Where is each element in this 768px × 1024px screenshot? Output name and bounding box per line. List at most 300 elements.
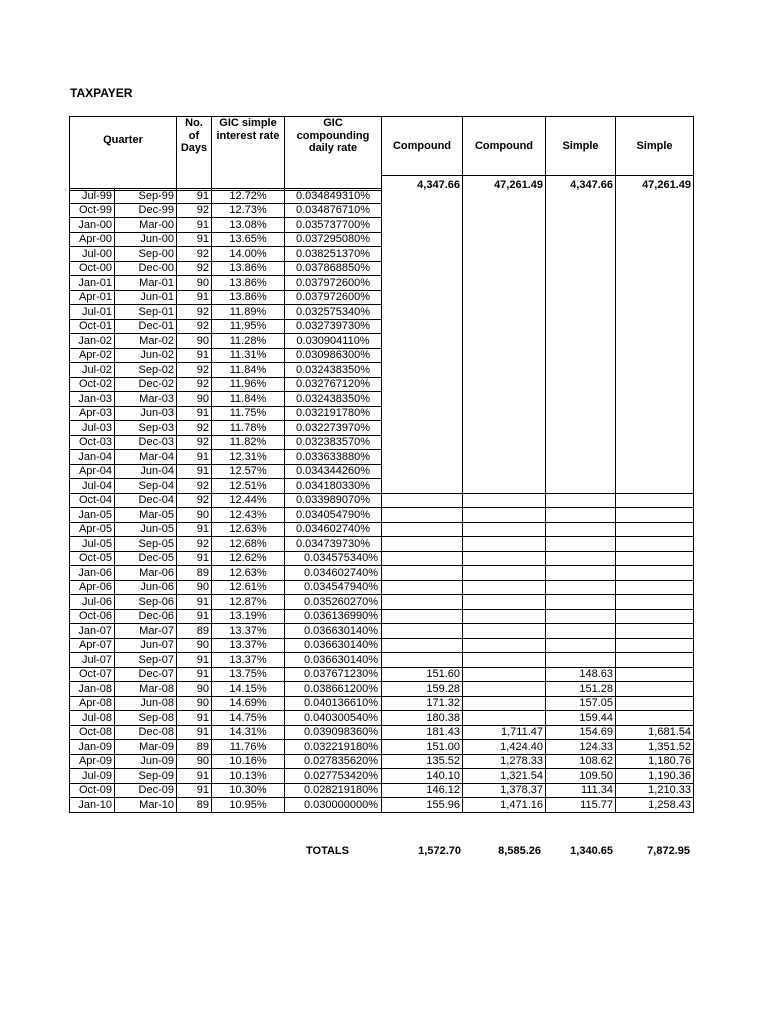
compound-value-2-cell [463, 580, 546, 595]
table-row [70, 421, 694, 436]
table-row [70, 711, 694, 726]
table-row [70, 609, 694, 624]
quarter-end-cell: Mar-03 [115, 392, 177, 407]
compound-rate-cell: 0.032191780% [285, 406, 382, 421]
compound-rate-cell: 0.032767120% [285, 377, 382, 392]
quarter-end-cell: Sep-99 [115, 189, 177, 204]
compound-rate-cell: 0.037972600% [285, 276, 382, 291]
compound-value-2-cell [463, 189, 546, 204]
simple-rate-cell: 11.82% [212, 435, 285, 450]
simple-value-2-cell: 1,180.76 [616, 754, 694, 769]
simple-value-1-cell [546, 580, 616, 595]
compound-value-2-cell: 1,471.16 [463, 798, 546, 813]
simple-value-2-cell [616, 711, 694, 726]
table-row [70, 247, 694, 262]
compound-value-2-cell [463, 348, 546, 363]
compound-value-1-cell [382, 551, 463, 566]
simple-rate-cell: 12.72% [212, 189, 285, 204]
compound-rate-cell: 0.034054790% [285, 508, 382, 523]
quarter-end-cell: Jun-01 [115, 290, 177, 305]
quarter-start-cell: Jul-05 [70, 537, 115, 552]
compound-value-1-cell: 180.38 [382, 711, 463, 726]
quarter-end-cell: Jun-07 [115, 638, 177, 653]
simple-value-1-cell [546, 305, 616, 320]
quarter-start-cell: Jan-03 [70, 392, 115, 407]
quarter-end-cell: Dec-08 [115, 725, 177, 740]
quarter-start-cell: Jan-00 [70, 218, 115, 233]
compound-rate-cell: 0.030904110% [285, 334, 382, 349]
table-row [70, 377, 694, 392]
quarter-end-cell: Sep-06 [115, 595, 177, 610]
quarter-start-cell: Apr-03 [70, 406, 115, 421]
table-row [70, 667, 694, 682]
simple-value-1-cell [546, 319, 616, 334]
simple-rate-cell: 10.16% [212, 754, 285, 769]
quarter-header: Quarter [70, 117, 177, 191]
compound-rate-cell: 0.037868850% [285, 261, 382, 276]
compound-value-1-cell [382, 522, 463, 537]
days-cell: 92 [177, 305, 212, 320]
simple-rate-cell: 14.75% [212, 711, 285, 726]
quarter-end-cell: Jun-06 [115, 580, 177, 595]
compound-rate-cell: 0.034739730% [285, 537, 382, 552]
quarter-start-cell: Jul-02 [70, 363, 115, 378]
quarter-end-cell: Sep-03 [115, 421, 177, 436]
simple-value-1-cell [546, 203, 616, 218]
table-row [70, 276, 694, 291]
quarter-end-cell: Sep-07 [115, 653, 177, 668]
simple-value-1-cell: 115.77 [546, 798, 616, 813]
simple-value-2-cell [616, 508, 694, 523]
compound-value-2-cell [463, 653, 546, 668]
compound-value-2-cell [463, 609, 546, 624]
quarter-start-cell: Oct-09 [70, 783, 115, 798]
simple-rate-cell: 13.19% [212, 609, 285, 624]
compound-value-2-cell [463, 551, 546, 566]
simple-value-2-cell [616, 421, 694, 436]
quarter-start-cell: Jan-02 [70, 334, 115, 349]
quarter-start-cell: Jan-10 [70, 798, 115, 813]
simple-value-1-cell [546, 421, 616, 436]
quarter-end-cell: Jun-03 [115, 406, 177, 421]
simple-rate-cell: 12.62% [212, 551, 285, 566]
quarter-end-cell: Mar-09 [115, 740, 177, 755]
compound-rate-cell: 0.039098360% [285, 725, 382, 740]
compound-rate-cell: 0.040136610% [285, 696, 382, 711]
days-cell: 90 [177, 580, 212, 595]
compound-rate-cell: 0.034602740% [285, 566, 382, 581]
quarter-start-cell: Apr-05 [70, 522, 115, 537]
simple-value-1-cell: 111.34 [546, 783, 616, 798]
simple-header-1: Simple [546, 117, 616, 176]
quarter-start-cell: Jul-99 [70, 189, 115, 204]
compound-rate-cell: 0.036136990% [285, 609, 382, 624]
quarter-end-cell: Sep-01 [115, 305, 177, 320]
days-cell: 89 [177, 624, 212, 639]
compound-rate-header: GIC compounding daily rate [285, 117, 382, 191]
simple-rate-cell: 11.89% [212, 305, 285, 320]
compound-value-1-cell [382, 319, 463, 334]
simple-value-2-cell [616, 377, 694, 392]
compound-value-2-cell [463, 711, 546, 726]
compound-value-2-cell [463, 421, 546, 436]
compound-value-1-cell: 151.60 [382, 667, 463, 682]
days-cell: 91 [177, 218, 212, 233]
days-cell: 92 [177, 421, 212, 436]
table-row [70, 754, 694, 769]
simple-rate-cell: 12.68% [212, 537, 285, 552]
simple-value-1-cell [546, 624, 616, 639]
quarter-end-cell: Jun-00 [115, 232, 177, 247]
compound-value-1-cell [382, 348, 463, 363]
simple-rate-cell: 12.87% [212, 595, 285, 610]
quarter-start-cell: Jul-03 [70, 421, 115, 436]
days-cell: 90 [177, 682, 212, 697]
table-row [70, 740, 694, 755]
compound-value-2-cell [463, 696, 546, 711]
simple-rate-cell: 10.13% [212, 769, 285, 784]
quarter-end-cell: Mar-08 [115, 682, 177, 697]
simple-value-2-cell [616, 493, 694, 508]
days-cell: 91 [177, 348, 212, 363]
table-row [70, 218, 694, 233]
simple-value-2-cell: 1,351.52 [616, 740, 694, 755]
simple-rate-cell: 11.84% [212, 363, 285, 378]
simple-value-1-cell [546, 464, 616, 479]
simple-value-2-cell [616, 319, 694, 334]
table-row [70, 696, 694, 711]
compound-rate-cell: 0.036630140% [285, 653, 382, 668]
compound-value-2-cell [463, 522, 546, 537]
quarter-end-cell: Dec-03 [115, 435, 177, 450]
compound-value-1-cell [382, 406, 463, 421]
quarter-start-cell: Jul-04 [70, 479, 115, 494]
simple-rate-cell: 11.75% [212, 406, 285, 421]
quarter-end-cell: Sep-04 [115, 479, 177, 494]
table-row [70, 363, 694, 378]
quarter-start-cell: Apr-04 [70, 464, 115, 479]
compound-rate-cell: 0.034344260% [285, 464, 382, 479]
days-cell: 92 [177, 537, 212, 552]
quarter-end-cell: Jun-08 [115, 696, 177, 711]
simple-value-2-cell: 1,258.43 [616, 798, 694, 813]
days-cell: 91 [177, 769, 212, 784]
quarter-start-cell: Oct-02 [70, 377, 115, 392]
compound-value-2-cell: 1,424.40 [463, 740, 546, 755]
total-compound-2: 8,585.26 [498, 845, 541, 857]
quarter-end-cell: Mar-04 [115, 450, 177, 465]
compound-value-2-cell [463, 247, 546, 262]
table-row [70, 290, 694, 305]
days-cell: 92 [177, 493, 212, 508]
simple-value-2-cell [616, 682, 694, 697]
days-cell: 92 [177, 363, 212, 378]
days-cell: 90 [177, 508, 212, 523]
total-compound-1: 1,572.70 [418, 845, 461, 857]
simple-rate-cell: 12.57% [212, 464, 285, 479]
simple-value-1-cell [546, 595, 616, 610]
quarter-start-cell: Oct-05 [70, 551, 115, 566]
table-row [70, 406, 694, 421]
simple-value-1-cell [546, 450, 616, 465]
compound-value-1-cell [382, 624, 463, 639]
days-header: No. of Days [177, 117, 212, 191]
simple-value-2-cell [616, 290, 694, 305]
simple-value-1-cell [546, 508, 616, 523]
simple-value-2-cell [616, 653, 694, 668]
compound-value-1-cell [382, 609, 463, 624]
simple-value-2-cell [616, 305, 694, 320]
page-title: TAXPAYER [70, 86, 133, 100]
compound-value-1-cell [382, 653, 463, 668]
quarter-end-cell: Dec-05 [115, 551, 177, 566]
compound-value-2-cell [463, 363, 546, 378]
compound-header-2: Compound [463, 117, 546, 176]
compound-rate-cell: 0.036630140% [285, 638, 382, 653]
simple-value-2-cell [616, 435, 694, 450]
days-cell: 91 [177, 725, 212, 740]
simple-value-2-cell: 1,190.36 [616, 769, 694, 784]
compound-rate-cell: 0.033989070% [285, 493, 382, 508]
quarter-start-cell: Oct-06 [70, 609, 115, 624]
table-row [70, 348, 694, 363]
days-cell: 91 [177, 595, 212, 610]
simple-rate-cell: 12.63% [212, 522, 285, 537]
days-cell: 92 [177, 377, 212, 392]
compound-value-1-cell: 140.10 [382, 769, 463, 784]
compound-value-2-cell [463, 290, 546, 305]
simple-rate-cell: 12.43% [212, 508, 285, 523]
compound-value-2-cell [463, 493, 546, 508]
quarter-end-cell: Sep-08 [115, 711, 177, 726]
simple-rate-cell: 12.73% [212, 203, 285, 218]
days-cell: 91 [177, 783, 212, 798]
quarter-end-cell: Jun-09 [115, 754, 177, 769]
simple-rate-cell: 13.37% [212, 653, 285, 668]
quarter-start-cell: Oct-07 [70, 667, 115, 682]
simple-rate-cell: 14.31% [212, 725, 285, 740]
simple-value-1-cell [546, 218, 616, 233]
simple-value-2-cell [616, 334, 694, 349]
simple-value-2-cell [616, 537, 694, 552]
quarter-end-cell: Jun-05 [115, 522, 177, 537]
table-row [70, 566, 694, 581]
simple-value-2-cell [616, 406, 694, 421]
simple-value-2-cell [616, 580, 694, 595]
simple-value-2-cell [616, 232, 694, 247]
principal-value: 47,261.49 [463, 175, 546, 190]
rates-table [69, 188, 694, 813]
simple-value-2-cell [616, 450, 694, 465]
days-cell: 91 [177, 290, 212, 305]
quarter-start-cell: Jul-07 [70, 653, 115, 668]
simple-value-1-cell [546, 406, 616, 421]
simple-rate-cell: 13.86% [212, 290, 285, 305]
table-row [70, 232, 694, 247]
quarter-end-cell: Sep-02 [115, 363, 177, 378]
table-row [70, 653, 694, 668]
table-row [70, 392, 694, 407]
compound-rate-cell: 0.032739730% [285, 319, 382, 334]
quarter-end-cell: Mar-02 [115, 334, 177, 349]
compound-value-2-cell [463, 508, 546, 523]
simple-value-1-cell [546, 377, 616, 392]
simple-value-2-cell [616, 624, 694, 639]
table-row [70, 725, 694, 740]
compound-value-1-cell [382, 261, 463, 276]
table-row [70, 522, 694, 537]
simple-rate-cell: 11.76% [212, 740, 285, 755]
total-simple-2: 7,872.95 [647, 845, 690, 857]
simple-value-1-cell [546, 348, 616, 363]
table-row [70, 493, 694, 508]
compound-value-1-cell [382, 276, 463, 291]
compound-value-1-cell [382, 537, 463, 552]
compound-value-1-cell [382, 377, 463, 392]
compound-value-2-cell [463, 682, 546, 697]
compound-rate-cell: 0.035260270% [285, 595, 382, 610]
compound-rate-cell: 0.030986300% [285, 348, 382, 363]
simple-value-1-cell [546, 479, 616, 494]
quarter-start-cell: Jan-05 [70, 508, 115, 523]
simple-value-1-cell [546, 276, 616, 291]
quarter-start-cell: Oct-00 [70, 261, 115, 276]
simple-value-2-cell [616, 479, 694, 494]
days-cell: 90 [177, 638, 212, 653]
days-cell: 92 [177, 479, 212, 494]
days-cell: 90 [177, 334, 212, 349]
simple-value-2-cell [616, 203, 694, 218]
compound-value-1-cell: 151.00 [382, 740, 463, 755]
quarter-start-cell: Apr-07 [70, 638, 115, 653]
compound-header-1: Compound [382, 117, 463, 176]
table-row [70, 595, 694, 610]
simple-rate-cell: 13.65% [212, 232, 285, 247]
compound-rate-cell: 0.038251370% [285, 247, 382, 262]
compound-value-1-cell [382, 290, 463, 305]
simple-rate-cell: 13.75% [212, 667, 285, 682]
days-cell: 89 [177, 798, 212, 813]
table-row [70, 783, 694, 798]
simple-value-1-cell [546, 493, 616, 508]
days-cell: 91 [177, 609, 212, 624]
compound-value-1-cell [382, 638, 463, 653]
days-cell: 92 [177, 247, 212, 262]
quarter-end-cell: Dec-04 [115, 493, 177, 508]
compound-value-2-cell [463, 276, 546, 291]
compound-value-2-cell [463, 464, 546, 479]
quarter-end-cell: Dec-06 [115, 609, 177, 624]
compound-value-2-cell: 1,711.47 [463, 725, 546, 740]
compound-rate-cell: 0.032219180% [285, 740, 382, 755]
simple-value-1-cell [546, 653, 616, 668]
simple-value-1-cell [546, 551, 616, 566]
compound-rate-cell: 0.037972600% [285, 290, 382, 305]
simple-value-1-cell [546, 566, 616, 581]
simple-rate-cell: 13.86% [212, 261, 285, 276]
quarter-start-cell: Jul-06 [70, 595, 115, 610]
compound-value-1-cell [382, 464, 463, 479]
compound-value-1-cell [382, 508, 463, 523]
simple-rate-cell: 14.15% [212, 682, 285, 697]
quarter-end-cell: Jun-02 [115, 348, 177, 363]
compound-value-2-cell [463, 319, 546, 334]
simple-value-2-cell [616, 218, 694, 233]
simple-value-2-cell [616, 464, 694, 479]
days-cell: 91 [177, 653, 212, 668]
days-cell: 91 [177, 232, 212, 247]
quarter-end-cell: Dec-01 [115, 319, 177, 334]
compound-rate-cell: 0.034602740% [285, 522, 382, 537]
simple-value-1-cell [546, 261, 616, 276]
table-row [70, 464, 694, 479]
totals-label: TOTALS [306, 845, 349, 857]
days-cell: 90 [177, 754, 212, 769]
simple-value-2-cell [616, 363, 694, 378]
quarter-start-cell: Apr-02 [70, 348, 115, 363]
principal-value: 4,347.66 [382, 175, 463, 190]
simple-value-2-cell [616, 566, 694, 581]
simple-rate-cell: 10.30% [212, 783, 285, 798]
simple-value-1-cell [546, 232, 616, 247]
compound-value-2-cell: 1,278.33 [463, 754, 546, 769]
table-row [70, 435, 694, 450]
simple-rate-header: GIC simple interest rate [212, 117, 285, 191]
simple-value-1-cell [546, 189, 616, 204]
days-cell: 90 [177, 276, 212, 291]
compound-rate-cell: 0.032438350% [285, 363, 382, 378]
simple-rate-cell: 10.95% [212, 798, 285, 813]
compound-value-2-cell [463, 638, 546, 653]
quarter-end-cell: Dec-09 [115, 783, 177, 798]
compound-value-2-cell [463, 537, 546, 552]
compound-value-2-cell [463, 218, 546, 233]
simple-value-2-cell [616, 595, 694, 610]
simple-rate-cell: 12.63% [212, 566, 285, 581]
simple-value-1-cell: 109.50 [546, 769, 616, 784]
quarter-start-cell: Oct-01 [70, 319, 115, 334]
compound-value-1-cell: 181.43 [382, 725, 463, 740]
days-cell: 91 [177, 711, 212, 726]
compound-value-2-cell [463, 479, 546, 494]
quarter-start-cell: Jan-09 [70, 740, 115, 755]
compound-value-2-cell [463, 595, 546, 610]
simple-rate-cell: 11.78% [212, 421, 285, 436]
quarter-start-cell: Jan-04 [70, 450, 115, 465]
simple-rate-cell: 13.37% [212, 638, 285, 653]
compound-value-2-cell [463, 624, 546, 639]
principal-value: 4,347.66 [546, 175, 616, 190]
compound-value-1-cell [382, 566, 463, 581]
days-cell: 91 [177, 189, 212, 204]
compound-value-1-cell: 155.96 [382, 798, 463, 813]
days-cell: 89 [177, 566, 212, 581]
simple-value-1-cell [546, 609, 616, 624]
compound-value-1-cell [382, 595, 463, 610]
compound-value-1-cell: 159.28 [382, 682, 463, 697]
quarter-end-cell: Mar-05 [115, 508, 177, 523]
days-cell: 91 [177, 522, 212, 537]
quarter-start-cell: Jan-06 [70, 566, 115, 581]
simple-rate-cell: 14.00% [212, 247, 285, 262]
compound-value-2-cell [463, 667, 546, 682]
simple-rate-cell: 12.51% [212, 479, 285, 494]
quarter-start-cell: Jul-01 [70, 305, 115, 320]
compound-value-1-cell [382, 450, 463, 465]
simple-value-2-cell [616, 348, 694, 363]
compound-value-2-cell [463, 203, 546, 218]
compound-value-2-cell [463, 377, 546, 392]
